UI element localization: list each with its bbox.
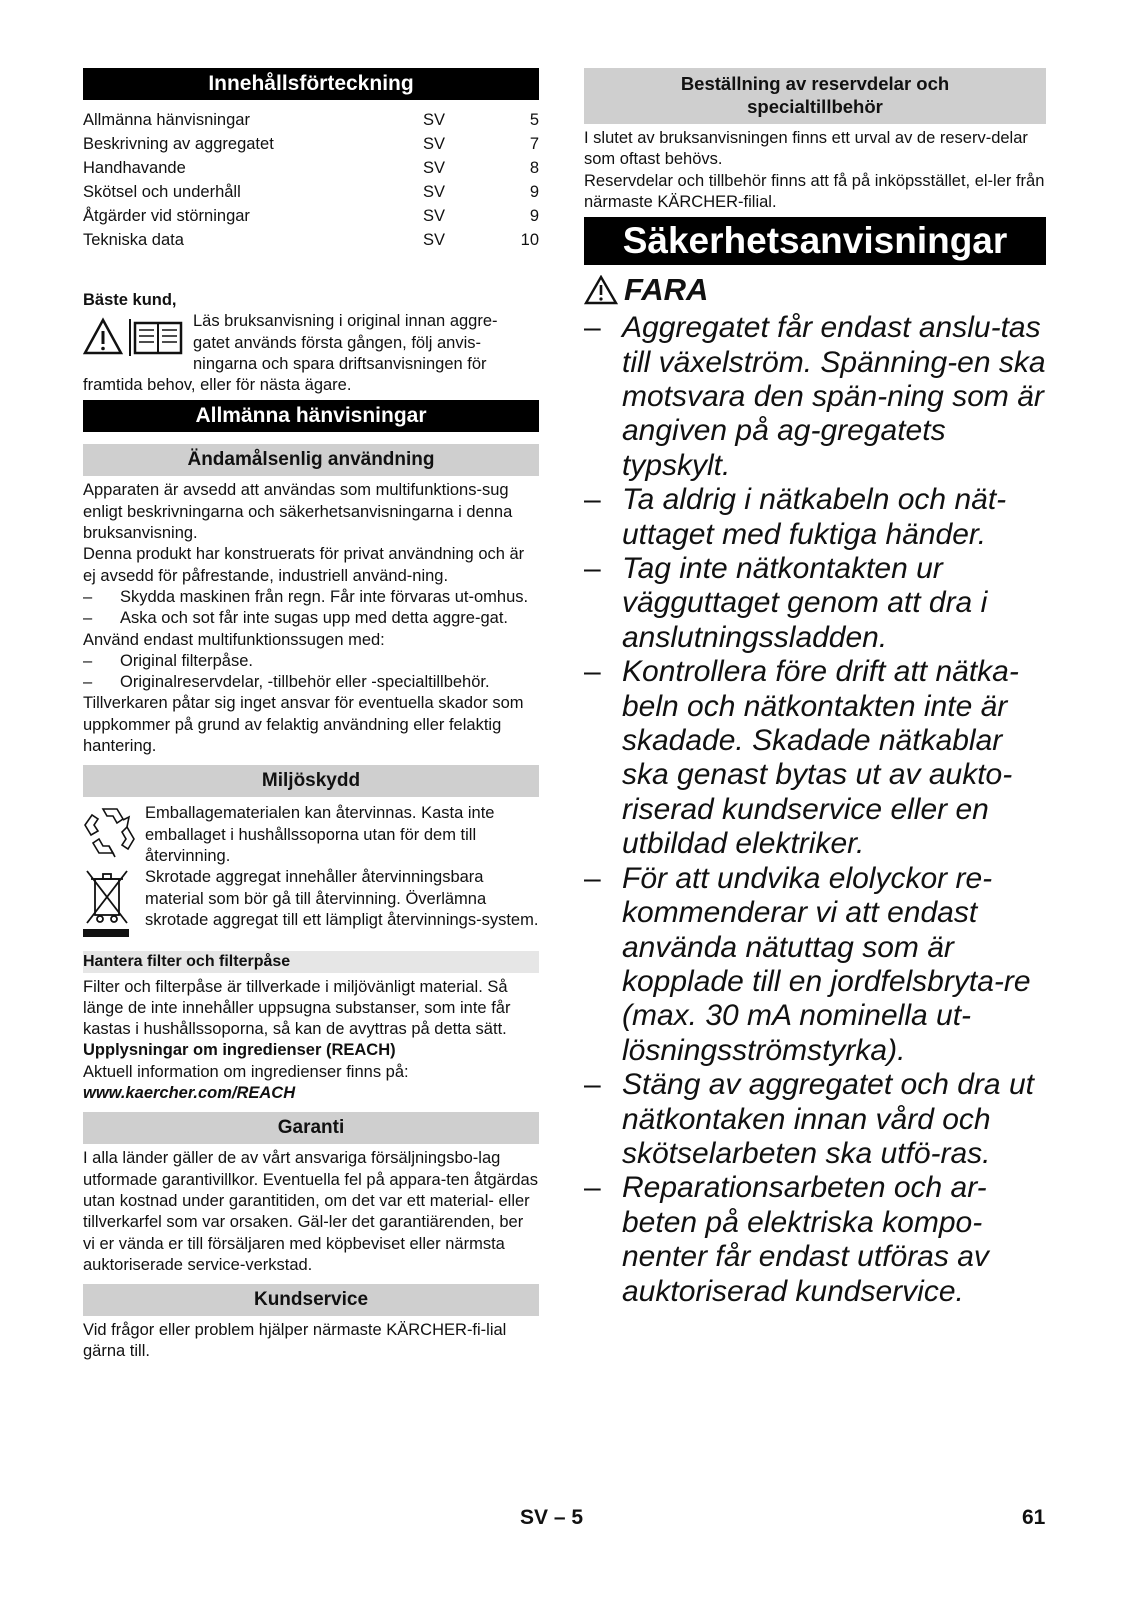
list-item-text: Skydda maskinen från regn. Får inte förvaras ut-omhus. [120,587,529,606]
dash-bullet: – [584,552,601,586]
safety-item [584,862,1046,1068]
intended-use-p1: Apparaten är avsedd att användas som multifunktions-sug enligt beskrivningarna och säkerhetsanvisningarna i denna bruksanvisning. [83,481,513,543]
reach-text: Aktuell information om ingredienser finns på: [83,1062,409,1081]
safety-heading: Säkerhetsanvisningar [584,217,1046,265]
footer-section-page: SV – 5 [520,1506,584,1529]
environment-heading: Miljöskydd [83,765,539,797]
toc-row [83,132,539,156]
dash-bullet: – [584,483,601,517]
accessory-list [83,651,539,694]
spare-parts-body [584,128,1046,213]
list-item [83,587,539,608]
environment-body [83,803,539,945]
customer-service-heading: Kundservice [83,1284,539,1316]
spare-parts-heading [584,68,1046,124]
toc-row [83,204,539,228]
list-item-text: Original filterpåse. [120,651,253,670]
reach-link[interactable]: www.kaercher.com/REACH [83,1084,296,1103]
danger-label-row [584,269,1046,311]
toc-heading: Innehållsförteckning [83,68,539,100]
recycle-icon [83,803,137,859]
warning-book-icon [83,317,187,357]
toc-page: 5 [529,111,539,129]
filter-heading: Hantera filter och filterpåse [83,951,539,973]
safety-item-text: Aggregatet får endast anslu-tas till växelström. Spänning-en ska motsvara den spän-ning som är angiven på ag-gregatets typskylt. [622,311,1046,482]
greeting: Bäste kund, [83,291,177,309]
list-item [83,608,539,629]
safety-item [584,1171,1046,1309]
intro-text-a: Läs bruksanvisning i original innan aggre- [193,312,498,331]
danger-label: FARA [624,272,709,308]
safety-item-text: Tag inte nätkontakten ur vägguttaget genom att dra i anslutningssladden. [622,552,988,654]
toc-row [83,108,539,132]
intended-use-heading: Ändamålsenlig användning [83,444,539,476]
weee-row [83,867,539,945]
safety-item-text: Ta aldrig i nätkabeln och nät-uttaget med fuktiga händer. [622,483,1007,551]
safety-item [584,1068,1046,1171]
toc-table [83,108,539,252]
recycle-row [83,803,539,867]
intro-text-b: gatet används första gången, följ anvis- [193,333,482,352]
list-item [83,651,539,672]
spare-parts-heading-line1: Beställning av reservdelar och [680,73,950,94]
toc-label: Handhavande [83,159,186,177]
safety-item-text: Stäng av aggregatet och dra ut nätkontaken innan vård och skötselarbeten ska utfö-ras. [622,1068,1034,1170]
dash-bullet: – [83,587,93,606]
list-item-text: Originalreservdelar, -tillbehör eller -specialtillbehör. [120,673,490,692]
safety-item-text: Kontrollera före drift att nätka-beln och nätkontakten inte är skadade. Skadade nätkablar ska genast bytas ut av aukto-riserad kundservice eller en utbildad elektriker. [622,655,1019,861]
warranty-heading: Garanti [83,1112,539,1144]
safety-item-text: För att undvika elolyckor re-kommenderar vi att endast använda nätuttag som är kopplade till en jordfelsbryta-re (max. 30 mA nominella ut-lösningsströmstyrka). [622,861,1031,1067]
left-column [83,68,539,1363]
intended-use-body [83,480,539,757]
toc-lang: SV [423,231,446,249]
toc-label: Tekniska data [83,231,184,249]
safety-item [584,552,1046,655]
recycle-text: Emballagematerialen kan återvinnas. Kasta inte emballaget i hushållssoporna utan för dem till återvinning. [145,804,495,865]
dash-bullet: – [584,861,601,895]
warranty-text: I alla länder gäller de av vårt ansvariga försäljningsbo-lag utformade garantivillkor. Eventuella fel på appara-ten åtgärdas utan kostnad under garantitiden, om det var ett material- eller tillverkarfel som var orsaken. Gäl-ler det garantiärenden, ber vi er vända er till försäljaren med köpbeviset eller närmsta auktoriserade service-verkstad. [83,1149,538,1274]
spare-parts-p2: Reservdelar och tillbehör finns att få på inköpsstället, el-ler från närmaste KÄRCHER-filial. [584,171,1045,211]
toc-lang: SV [423,207,446,225]
dash-bullet: – [584,655,601,689]
intended-use-p4: Tillverkaren påtar sig inget ansvar för eventuella skador som uppkommer på grund av felaktig användning eller felaktig hantering. [83,694,524,756]
dash-bullet: – [584,1171,601,1205]
intro-text-c: ningarna och spara driftsanvisningen för [193,354,487,373]
toc-lang: SV [423,111,446,129]
intended-use-p2: Denna produkt har konstruerats för privat användning och är ej avsedd för påfrestande, industriell använd-ning. [83,545,525,585]
toc-row [83,180,539,204]
toc-page: 8 [529,159,539,177]
safety-item [584,311,1046,483]
safety-item-text: Reparationsarbeten och ar-beten på elektriska kompo-nenter får endast utföras av auktoriserad kundservice. [622,1171,989,1308]
weee-text: Skrotade aggregat innehåller återvinningsbara material som bör gå till återvinning. Överlämna skrotade aggregat till ett lämpligt återvinnings-system. [145,868,539,929]
footer-page-number: 61 [1022,1506,1046,1529]
dash-bullet: – [584,1068,601,1102]
toc-row [83,228,539,252]
toc-label: Allmänna hänvisningar [83,111,250,129]
toc-page: 7 [529,135,539,153]
spare-parts-heading-line2: specialtillbehör [747,96,883,117]
toc-page: 10 [520,231,539,249]
toc-page: 9 [529,207,539,225]
toc-label: Skötsel och underhåll [83,183,241,201]
toc-row [83,156,539,180]
intro-text-d: framtida behov, eller för nästa ägare. [83,376,352,395]
toc-label: Åtgärder vid störningar [83,207,250,225]
safety-item [584,655,1046,861]
general-heading: Allmänna hänvisningar [83,400,539,432]
safety-list [584,311,1046,1309]
intended-use-p3: Använd endast multifunktionssugen med: [83,630,385,649]
toc-label: Beskrivning av aggregatet [83,135,274,153]
warning-manual-icon-group [83,311,193,375]
toc-lang: SV [423,135,446,153]
toc-page: 9 [529,183,539,201]
dash-bullet: – [584,311,601,345]
dash-bullet: – [83,609,93,628]
toc-lang: SV [423,159,446,177]
filter-body [83,977,539,1105]
reach-heading: Upplysningar om ingredienser (REACH) [83,1041,396,1060]
toc-lang: SV [423,183,446,201]
right-column [584,68,1046,1309]
safety-item [584,483,1046,552]
warning-triangle-icon [584,275,618,305]
list-item [83,672,539,693]
list-item-text: Aska och sot får inte sugas upp med detta aggre-gat. [120,609,508,628]
dash-bullet: – [83,673,93,692]
crossed-bin-icon [83,867,133,939]
intro-section [83,290,539,396]
intended-use-list [83,587,539,630]
customer-service-text: Vid frågor eller problem hjälper närmaste KÄRCHER-fi-lial gärna till. [83,1321,507,1361]
filter-text: Filter och filterpåse är tillverkade i miljövänligt material. Så länge de inte innehåller uppsugna substanser, som inte får kastas i hushållssoporna, så kan de avyttras på detta sätt. [83,977,511,1039]
spare-parts-p1: I slutet av bruksanvisningen finns ett urval av de reserv-delar som oftast behövs. [584,129,1028,169]
dash-bullet: – [83,651,93,670]
